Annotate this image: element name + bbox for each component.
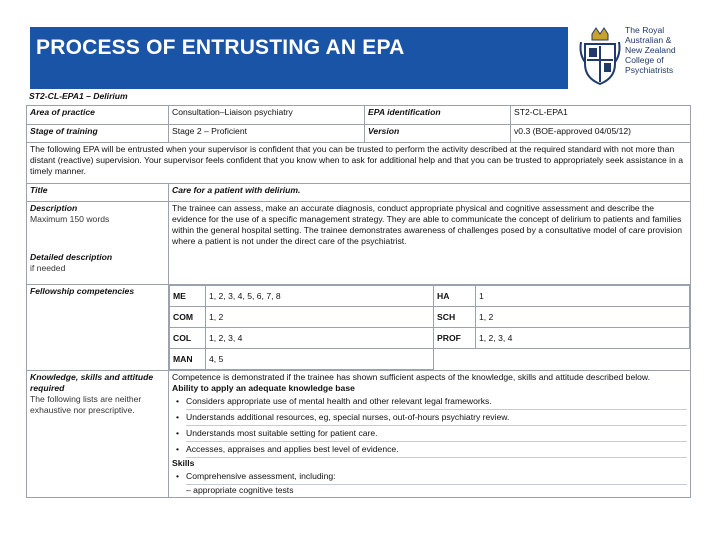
competencies-table — [169, 285, 690, 370]
ksa-note: The following lists are neither exhaustive nor prescriptive. — [30, 394, 142, 415]
epa-table — [26, 105, 691, 498]
college-logo — [575, 22, 715, 92]
version-label: Version — [365, 125, 511, 143]
list-item: • Accesses, appraises and applies best level of evidence. — [186, 442, 687, 458]
epa-document — [26, 91, 690, 498]
detailed-label: Detailed description — [30, 252, 113, 262]
intro-row — [27, 143, 691, 184]
college-crest-icon — [577, 24, 623, 86]
competency-ha-label: HA — [434, 286, 476, 307]
competency-sch-label: SCH — [434, 307, 476, 328]
stage-label: Stage of training — [27, 125, 169, 143]
competency-col-label: COL — [170, 328, 206, 349]
title-banner — [30, 27, 568, 89]
slide-title: PROCESS OF ENTRUSTING AN EPA — [36, 36, 405, 59]
description-row — [27, 202, 691, 285]
ksa-intro: Competence is demonstrated if the trainee has shown sufficient aspects of the knowledge, skills and attitude described below. — [172, 372, 651, 382]
area-label: Area of practice — [27, 106, 169, 125]
area-row — [27, 106, 691, 125]
fellowship-row — [27, 285, 691, 371]
competency-me-value: 1, 2, 3, 4, 5, 6, 7, 8 — [206, 286, 434, 307]
competency-me-label: ME — [170, 286, 206, 307]
ksa-row — [27, 371, 691, 498]
stage-value: Stage 2 – Proficient — [169, 125, 365, 143]
competency-sch-value: 1, 2 — [476, 307, 690, 328]
id-label: EPA identification — [365, 106, 511, 125]
title-value: Care for a patient with delirium. — [169, 184, 691, 202]
description-label: Description — [30, 203, 78, 213]
competency-prof-value: 1, 2, 3, 4 — [476, 328, 690, 349]
description-note: Maximum 150 words — [30, 214, 110, 224]
stage-row — [27, 125, 691, 143]
competency-col-value: 1, 2, 3, 4 — [206, 328, 434, 349]
competency-com-label: COM — [170, 307, 206, 328]
skills-heading: Skills — [172, 458, 195, 468]
ksa-label: Knowledge, skills and attitude required — [30, 372, 154, 393]
list-item: • Comprehensive assessment, including: — [186, 469, 687, 485]
description-value: The trainee can assess, make an accurate diagnosis, conduct appropriate physical and cognitive assessment and describe the evidence for the use of a specific management strategy. They are able to communicate the concept of delirium to patients and families within the general hospital setting. The trainee demonstrates awareness of challenges posed by a consultative model of care provision where a patient is not under the direct care of the psychiatrist. — [169, 202, 691, 285]
epa-heading: ST2-CL-EPA1 – Delirium — [29, 91, 128, 101]
competencies-cell — [169, 285, 691, 371]
intro-text: The following EPA will be entrusted when your supervisor is confident that you can be trusted to perform the activity described at the required standard with not more than distant (reactive) supervision. Your supervisor feels confident that you know when to ask for additional help and that you can be trusted to appropriately seek assistance in a timely manner. — [27, 143, 691, 184]
competency-ha-value: 1 — [476, 286, 690, 307]
fellowship-label: Fellowship competencies — [27, 285, 169, 371]
skills-list — [172, 469, 687, 485]
skills-subitem: – appropriate cognitive tests — [186, 485, 294, 495]
title-row — [27, 184, 691, 202]
area-value: Consultation–Liaison psychiatry — [169, 106, 365, 125]
version-value: v0.3 (BOE-approved 04/05/12) — [511, 125, 691, 143]
knowledge-heading: Ability to apply an adequate knowledge base — [172, 383, 355, 393]
competency-prof-label: PROF — [434, 328, 476, 349]
knowledge-list — [172, 394, 687, 458]
list-item: • Understands additional resources, eg, special nurses, out-of-hours psychiatry review. — [186, 410, 687, 426]
ksa-label-cell — [27, 371, 169, 498]
description-label-cell — [27, 202, 169, 285]
list-item: • Understands most suitable setting for patient care. — [186, 426, 687, 442]
detailed-note: if needed — [30, 263, 66, 273]
competency-man-value: 4, 5 — [206, 349, 434, 370]
competency-man-label: MAN — [170, 349, 206, 370]
id-value: ST2-CL-EPA1 — [511, 106, 691, 125]
college-name: The Royal Australian & New Zealand College of Psychiatrists — [625, 25, 676, 75]
list-item: • Considers appropriate use of mental health and other relevant legal frameworks. — [186, 394, 687, 410]
ksa-content — [169, 371, 691, 498]
title-label: Title — [27, 184, 169, 202]
competency-com-value: 1, 2 — [206, 307, 434, 328]
